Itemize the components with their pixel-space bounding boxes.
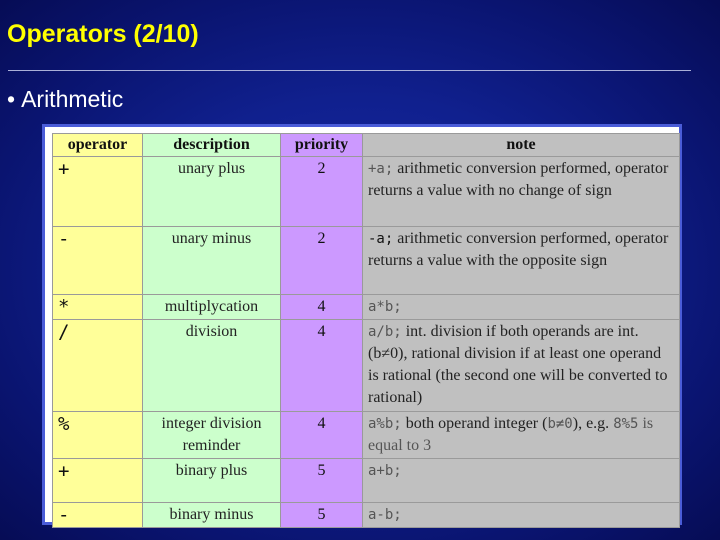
slide-title: Operators (2/10) (7, 20, 199, 48)
header-priority: priority (281, 134, 363, 157)
cell-priority: 4 (281, 320, 363, 412)
cell-note (363, 157, 680, 227)
cell-priority: 5 (281, 503, 363, 528)
cell-note (363, 503, 680, 528)
table-row (53, 503, 680, 528)
bullet-item (7, 86, 123, 113)
cell-operator: - (53, 227, 143, 295)
cell-note (363, 412, 680, 459)
note-text: is equal to 3 (368, 415, 654, 454)
cell-operator: / (53, 320, 143, 412)
table-row (53, 295, 680, 320)
bullet-dot: • (7, 86, 16, 112)
table-row (53, 459, 680, 503)
table-header-row (53, 134, 680, 157)
cell-description: multiplycation (143, 295, 281, 320)
note-code: b≠0 (547, 416, 573, 432)
table-row (53, 412, 680, 459)
note-text: arithmetic conversion performed, operator returns a value with the opposite sign (368, 230, 669, 269)
cell-description: unary plus (143, 157, 281, 227)
cell-note (363, 295, 680, 320)
cell-description: unary minus (143, 227, 281, 295)
note-text: int. division if both operands are int. (b≠0), rational division if at least one operand is rational (the second one will be converted to rational) (368, 323, 668, 406)
note-code: 8%5 (613, 416, 639, 432)
cell-priority: 2 (281, 157, 363, 227)
cell-note (363, 320, 680, 412)
note-code: a%b; (368, 416, 402, 432)
cell-note (363, 459, 680, 503)
note-text: ), e.g. (572, 415, 610, 432)
cell-priority: 4 (281, 412, 363, 459)
cell-priority: 2 (281, 227, 363, 295)
note-text: arithmetic conversion performed, operator returns a value with no change of sign (368, 160, 669, 199)
note-code: a-b; (368, 507, 402, 523)
bullet-text: Arithmetic (21, 86, 124, 112)
title-divider (8, 70, 691, 71)
cell-operator: - (53, 503, 143, 528)
cell-note (363, 227, 680, 295)
note-code: +a; (368, 161, 394, 177)
table-row (53, 227, 680, 295)
note-code: a*b; (368, 299, 402, 315)
note-code: -a; (368, 231, 394, 247)
header-description: description (143, 134, 281, 157)
table-row (53, 320, 680, 412)
operators-table (52, 133, 680, 528)
note-text: both operand integer ( (405, 415, 548, 432)
cell-description: division (143, 320, 281, 412)
cell-priority: 5 (281, 459, 363, 503)
cell-operator: * (53, 295, 143, 320)
table-row (53, 157, 680, 227)
cell-operator: % (53, 412, 143, 459)
cell-priority: 4 (281, 295, 363, 320)
header-operator: operator (53, 134, 143, 157)
cell-description: binary plus (143, 459, 281, 503)
cell-description: binary minus (143, 503, 281, 528)
cell-operator: + (53, 157, 143, 227)
operators-table-frame (42, 124, 682, 525)
cell-operator: + (53, 459, 143, 503)
note-code: a+b; (368, 463, 402, 479)
note-code: a/b; (368, 324, 402, 340)
header-note: note (363, 134, 680, 157)
cell-description: integer division reminder (143, 412, 281, 459)
